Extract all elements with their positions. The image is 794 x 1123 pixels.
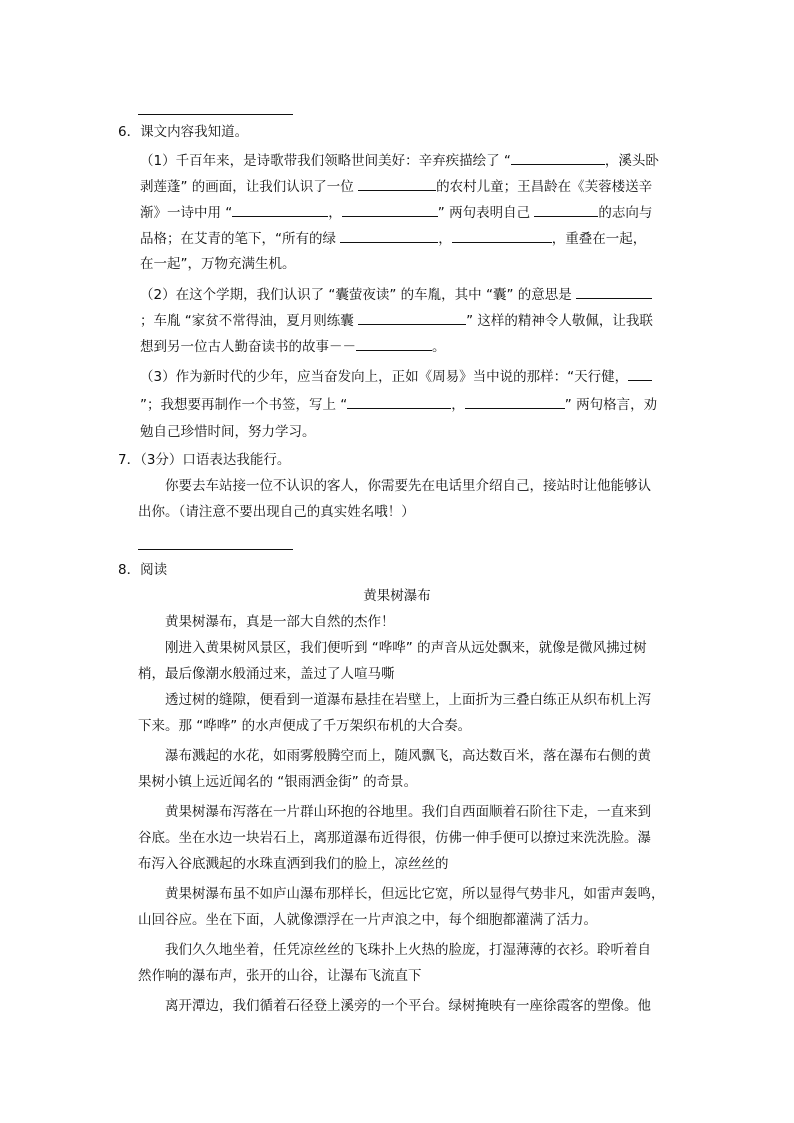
blank-10[interactable] <box>356 336 432 351</box>
article-line: 我们久久地坐着，任凭凉丝丝的飞珠扑上火热的脸庞，打湿薄薄的衣衫。聆听着自 <box>165 942 651 958</box>
article-line: 山回谷应。坐在下面，人就像漂浮在一片声浪之中，每个细胞都灌满了活力。 <box>138 912 597 928</box>
blank-12[interactable] <box>347 394 451 409</box>
q6-p2-line3: 想到另一位古人勤奋读书的故事－－ 。 <box>140 336 446 357</box>
answer-line-q5[interactable] <box>138 114 293 115</box>
q6-p1-line1: （1）千百年来，是诗歌带我们领略世间美好：辛弃疾描绘了 “ ，溪头卧 <box>140 150 659 171</box>
blank-3[interactable] <box>232 202 328 217</box>
blank-13[interactable] <box>465 394 565 409</box>
q6-p3-line1: （3）作为新时代的少年，应当奋发向上，正如《周易》当中说的那样：“天行健， <box>140 366 652 387</box>
q6-p1-line4: 品格；在艾青的笔下，“所有的绿 ， ，重叠在一起， <box>140 228 646 249</box>
blank-1[interactable] <box>511 150 605 165</box>
blank-9[interactable] <box>358 310 466 325</box>
q7-line2: 出你。（请注意不要出现自己的真实姓名哦！） <box>138 504 415 520</box>
q6-p1-line2: 剥莲蓬” 的画面，让我们认识了一位 的农村儿童；王昌龄在《芙蓉楼送辛 <box>140 176 652 197</box>
q6-p1-line5: 在一起”，万物充满生机。 <box>140 256 296 272</box>
q6-p2-line1: （2）在这个学期，我们认识了 “囊萤夜读” 的车胤，其中 “囊” 的意思是 <box>140 284 652 305</box>
article-line: 谷底。坐在水边一块岩石上，离那道瀑布近得很，仿佛一伸手便可以撩过来洗洗脸。瀑 <box>138 830 651 846</box>
q7-heading: 7．（3分）口语表达我能行。 <box>118 452 291 468</box>
q6-p3-line3: 勉自己珍惜时间，努力学习。 <box>140 424 316 440</box>
q8-heading: 8．阅读 <box>118 562 168 578</box>
article-line: 然作响的瀑布声，张开的山谷，让瀑布飞流直下 <box>138 968 422 984</box>
blank-8[interactable] <box>576 284 652 299</box>
article-line: 果树小镇上远近闻名的 “银雨洒金街” 的奇景。 <box>138 774 418 790</box>
q6-heading: 6．课文内容我知道。 <box>118 124 249 140</box>
blank-5[interactable] <box>534 202 598 217</box>
article-line: 离开潭边，我们循着石径登上溪旁的一个平台。绿树掩映有一座徐霞客的塑像。他 <box>165 998 651 1014</box>
article-line: 下来。那 “哗哗” 的水声便成了千万架织布机的大合奏。 <box>138 718 472 734</box>
blank-6[interactable] <box>340 228 438 243</box>
q6-p2-line2: ；车胤 “家贫不常得油，夏月则练囊 ” 这样的精神令人敬佩，让我联 <box>140 310 653 331</box>
q6-p1-line3: 渐》一诗中用 “ ， ” 两句表明自己 的志向与 <box>140 202 652 223</box>
blank-2[interactable] <box>358 176 436 191</box>
article-line: 透过树的缝隙，便看到一道瀑布悬挂在岩壁上，上面折为三叠白练正从织布机上泻 <box>165 692 651 708</box>
answer-line-q7[interactable] <box>138 549 293 550</box>
article-line: 黄果树瀑布，真是一部大自然的杰作！ <box>165 614 395 630</box>
article-line: 瀑布溅起的水花，如雨雾般腾空而上，随风飘飞，高达数百米，落在瀑布右侧的黄 <box>165 748 651 764</box>
article-line: 布泻入谷底溅起的水珠直洒到我们的脸上，凉丝丝的 <box>138 856 449 872</box>
blank-4[interactable] <box>342 202 438 217</box>
q7-line1: 你要去车站接一位不认识的客人，你需要先在电话里介绍自己，接站时让他能够认 <box>165 478 651 494</box>
article-line: 黄果树瀑布泻落在一片群山环抱的谷地里。我们自西面顺着石阶往下走，一直来到 <box>165 804 651 820</box>
article-line: 梢，最后像潮水般涌过来，盖过了人喧马嘶 <box>138 666 395 682</box>
article-title: 黄果树瀑布 <box>363 588 431 604</box>
article-line: 黄果树瀑布虽不如庐山瀑布那样长，但远比它宽，所以显得气势非凡，如雷声轰鸣， <box>165 886 665 902</box>
q6-p3-line2: ”；我想要再制作一个书签，写上 “ ， ” 两句格言，劝 <box>140 394 657 415</box>
blank-11[interactable] <box>628 366 652 381</box>
article-line: 刚进入黄果树风景区，我们便听到 “哗哗” 的声音从远处飘来，就像是微风拂过树 <box>165 640 647 656</box>
blank-7[interactable] <box>452 228 552 243</box>
